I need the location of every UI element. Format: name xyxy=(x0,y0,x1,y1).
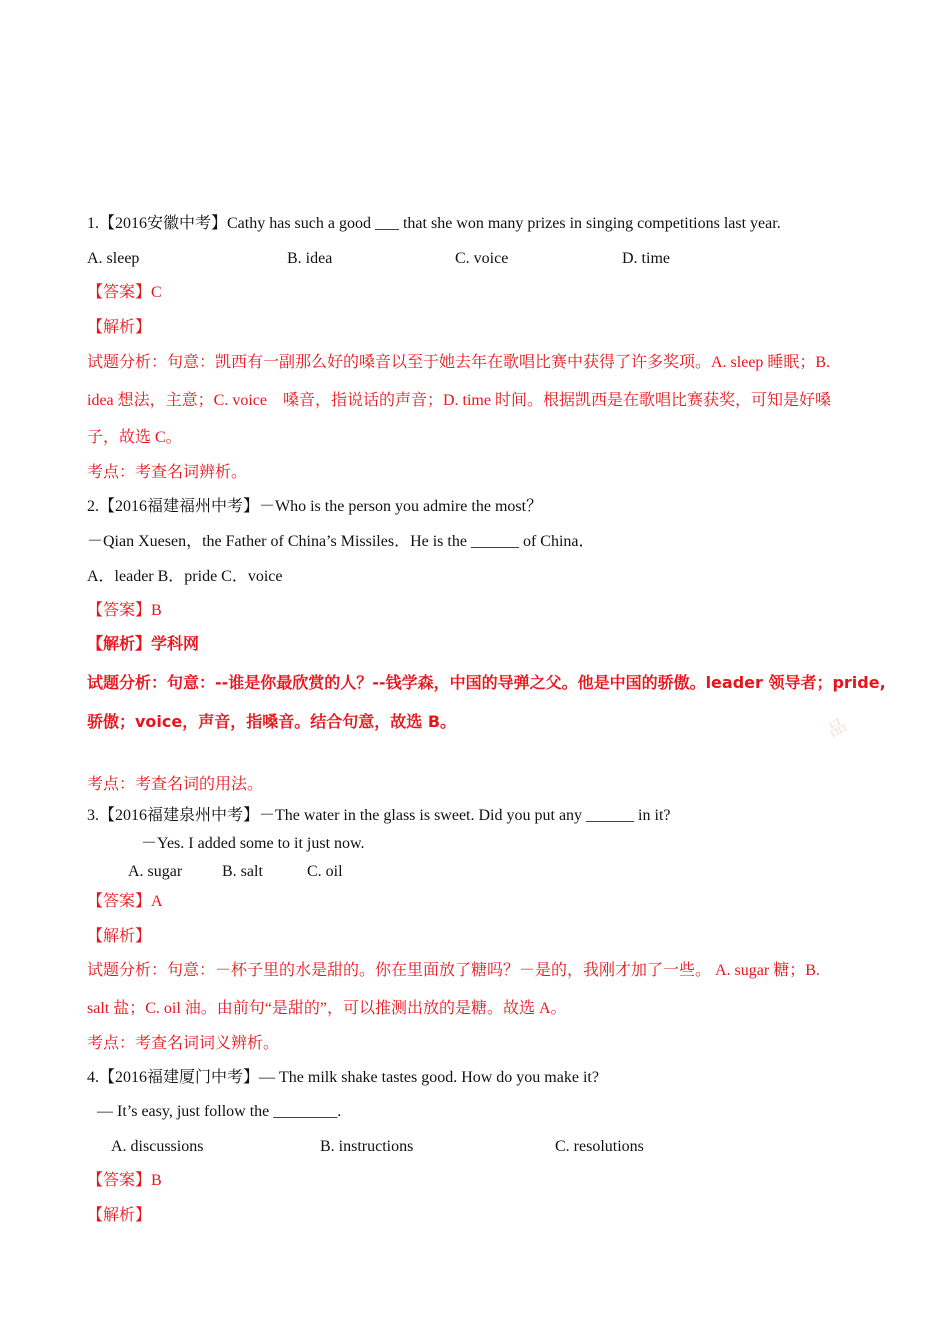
q1-analysis-label: 【解析】 xyxy=(87,319,152,336)
q2-answer: 【答案】B xyxy=(87,602,162,619)
q3-answer: 【答案】A xyxy=(87,893,163,910)
q1-option-d: D. time xyxy=(622,250,670,267)
q4-option-a: A. discussions xyxy=(111,1138,204,1155)
q1-option-b: B. idea xyxy=(287,250,333,267)
q1-option-a: A. sleep xyxy=(87,250,140,267)
q4-option-b: B. instructions xyxy=(320,1138,414,1155)
q3-option-c: C. oil xyxy=(307,863,343,880)
q2-analysis-label: 【解析】学科网 xyxy=(87,634,200,653)
q3-option-a: A. sugar xyxy=(128,863,183,880)
q4-answer: 【答案】B xyxy=(87,1172,162,1189)
q1-option-c: C. voice xyxy=(455,250,509,267)
q3-stem: 3.【2016福建泉州中考】－The water in the glass is sweet. Did you put any ______ in it? xyxy=(87,807,671,824)
q2-kaodian: 考点：考查名词的用法。 xyxy=(87,776,264,793)
q1-analysis-line: 试题分析：句意：凯西有一副那么好的嗓音以至于她去年在歌唱比赛中获得了许多奖项。A. sleep 睡眠；B. xyxy=(87,354,831,371)
q1-analysis-line: idea 想法，主意；C. voice 嗓音，指说话的声音；D. time 时间。根据凯西是在歌唱比赛获奖，可知是好嗓 xyxy=(87,392,831,409)
q2-stem: 2.【2016福建福州中考】－Who is the person you admire the most？ xyxy=(87,498,543,515)
q3-option-b: B. salt xyxy=(222,863,263,880)
q3-analysis-line: 试题分析：句意：－杯子里的水是甜的。你在里面放了糖吗？－是的，我刚才加了一些。 A. sugar 糖；B. xyxy=(87,962,820,979)
q2-analysis-line: 试题分析：句意：--谁是你最欣赏的人？--钱学森，中国的导弹之父。他是中国的骄傲。leader 领导者；pride, xyxy=(87,673,886,692)
q3-analysis-line: salt 盐；C. oil 油。由前句“是甜的”，可以推测出放的是糖。故选 A。 xyxy=(87,1000,567,1017)
q4-line2: — It’s easy, just follow the ________. xyxy=(97,1103,342,1120)
q4-stem: 4.【2016福建厦门中考】— The milk shake tastes good. How do you make it? xyxy=(87,1069,599,1086)
q2-analysis-line: 骄傲；voice，声音，指嗓音。结合句意，故选 B。 xyxy=(87,712,457,731)
q1-answer: 【答案】C xyxy=(87,284,162,301)
watermark: 品 xyxy=(824,714,851,742)
q3-analysis-label: 【解析】 xyxy=(87,928,152,945)
q1-analysis-line: 子，故选 C。 xyxy=(87,429,182,446)
q3-kaodian: 考点：考查名词词义辨析。 xyxy=(87,1035,280,1052)
q1-stem: 1.【2016安徽中考】Cathy has such a good ___ that she won many prizes in singing competitions last year. xyxy=(87,215,781,232)
q2-options: A．leader B．pride C．voice xyxy=(87,568,283,585)
q4-option-c: C. resolutions xyxy=(555,1138,644,1155)
q3-line2: －Yes. I added some to it just now. xyxy=(141,835,365,852)
q4-analysis-label: 【解析】 xyxy=(87,1207,152,1224)
q1-kaodian: 考点：考查名词辨析。 xyxy=(87,464,248,481)
q2-line2: －Qian Xuesen，the Father of China’s Missiles．He is the ______ of China． xyxy=(87,533,595,550)
